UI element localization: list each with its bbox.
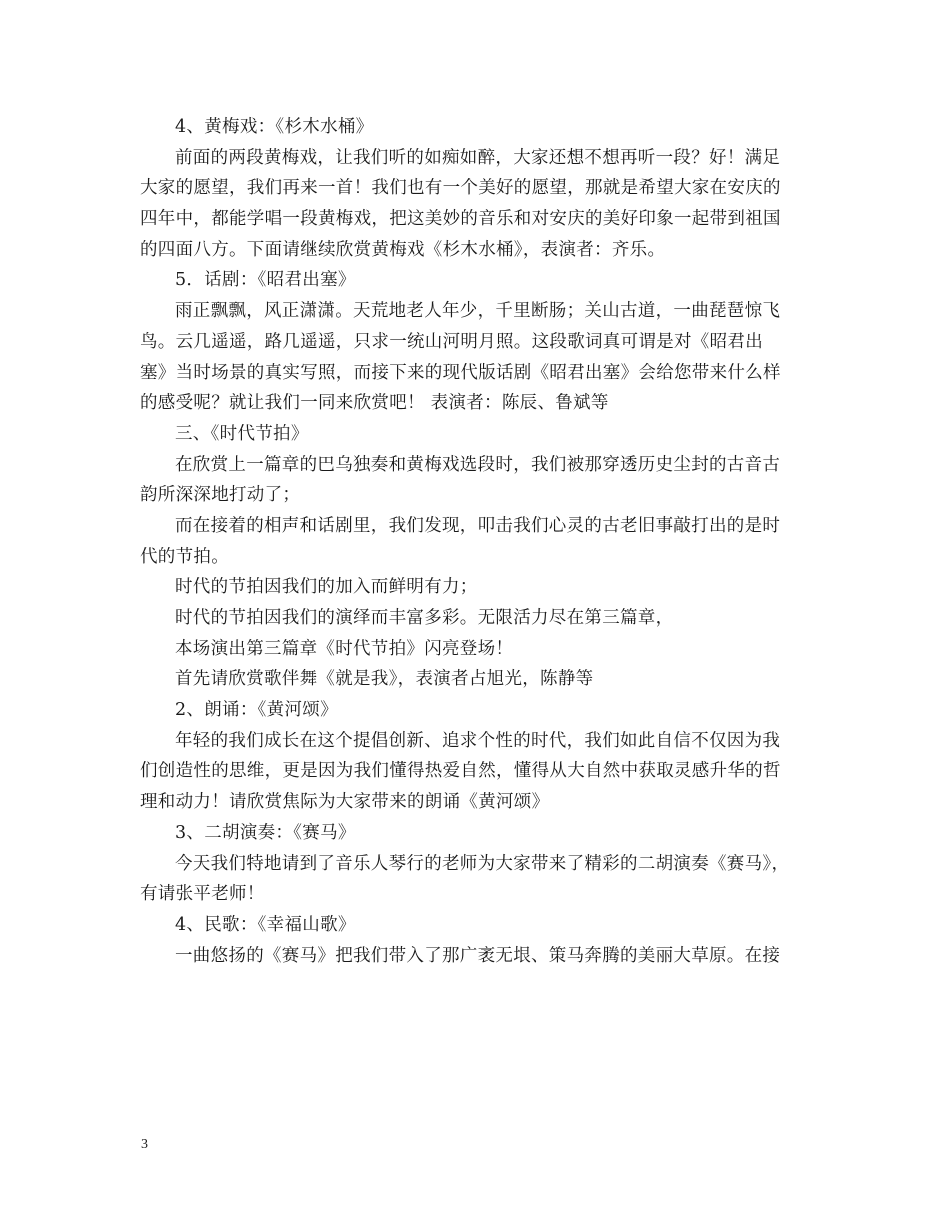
document-body xyxy=(140,112,810,971)
text-line: 们创造性的思维，更是因为我们懂得热爱自然，懂得从大自然中获取灵感升华的哲 xyxy=(140,761,781,782)
text-line: 韵所深深地打动了； xyxy=(140,485,301,506)
text-line: 4、民歌：《幸福山歌》 xyxy=(175,914,356,935)
text-line: 本场演出第三篇章《时代节拍》闪亮登场！ xyxy=(175,638,514,659)
text-line: 3、二胡演奏：《赛马》 xyxy=(175,822,356,843)
text-line: 年轻的我们成长在这个提倡创新、追求个性的时代，我们如此自信不仅因为我 xyxy=(175,730,781,751)
text-line: 4、黄梅戏：《杉木水桶》 xyxy=(175,117,374,137)
text-line: 有请张平老师！ xyxy=(140,884,265,905)
text-line: 而在接着的相声和话剧里，我们发现，叩击我们心灵的古老旧事敲打出的是时 xyxy=(175,515,781,536)
text-line: 今天我们特地请到了音乐人琴行的老师为大家带来了精彩的二胡演奏《赛马》， xyxy=(175,853,790,874)
text-line: 大家的愿望，我们再来一首！我们也有一个美好的愿望，那就是希望大家在安庆的 xyxy=(140,178,781,199)
text-line: 时代的节拍因我们的加入而鲜明有力； xyxy=(175,577,478,598)
text-line: 鸟。云几遥遥，路几遥遥，只求一统山河明月照。这段歌词真可谓是对《昭君出 xyxy=(140,331,763,352)
text-line: 5．话剧：《昭君出塞》 xyxy=(175,270,356,291)
text-line: 的四面八方。下面请继续欣赏黄梅戏《杉木水桶》，表演者：齐乐。 xyxy=(140,239,666,260)
text-line: 理和动力！请欣赏焦际为大家带来的朗诵《黄河颂》 xyxy=(140,792,550,813)
text-line: 一曲悠扬的《赛马》把我们带入了那广袤无垠、策马奔腾的美丽大草原。在接 xyxy=(175,945,781,966)
text-line: 首先请欣赏歌伴舞《就是我》，表演者占旭光，陈静等 xyxy=(175,669,594,690)
text-line: 雨正飘飘，风正潇潇。天荒地老人年少，千里断肠；关山古道，一曲琵琶惊飞 xyxy=(175,301,781,322)
text-line: 四年中，都能学唱一段黄梅戏，把这美妙的音乐和对安庆的美好印象一起带到祖国 xyxy=(140,209,781,230)
text-line: 三、《时代节拍》 xyxy=(175,423,309,444)
text-line: 前面的两段黄梅戏，让我们听的如痴如醉，大家还想不想再听一段？好！满足 xyxy=(175,147,781,168)
text-line: 时代的节拍因我们的演绎而丰富多彩。无限活力尽在第三篇章， xyxy=(175,608,674,628)
text-line: 的感受呢？就让我们一同来欣赏吧！ 表演者：陈辰、鲁斌等 xyxy=(140,393,609,414)
text-line: 在欣赏上一篇章的巴乌独奏和黄梅戏选段时，我们被那穿透历史尘封的古音古 xyxy=(175,454,781,475)
text-line: 塞》当时场景的真实写照，而接下来的现代版话剧《昭君出塞》会给您带来什么样 xyxy=(140,362,781,383)
page-number: 3 xyxy=(141,1137,148,1152)
text-line: 代的节拍。 xyxy=(140,546,229,567)
text-line: 2、朗诵：《黄河颂》 xyxy=(175,700,338,721)
